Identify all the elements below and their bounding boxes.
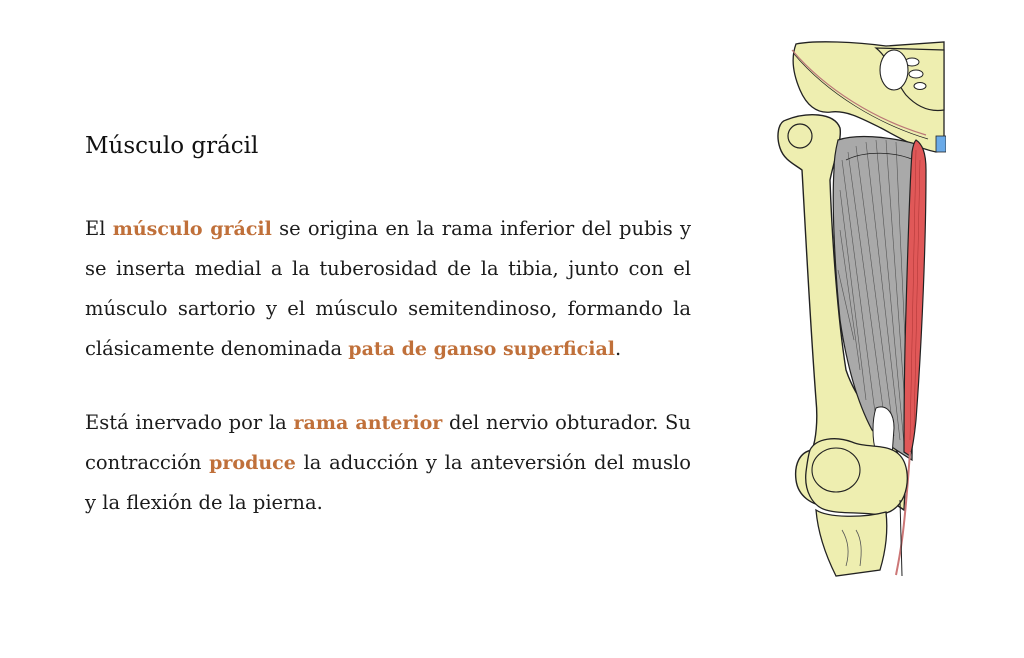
thigh-anatomy-illustration bbox=[776, 40, 946, 580]
paragraph-text: El bbox=[85, 217, 113, 240]
paragraph-origin bbox=[85, 209, 691, 369]
paragraph-innervation bbox=[85, 403, 691, 523]
paragraph-text: del nervio obturador. Su contracción bbox=[85, 411, 691, 474]
term-pata-de-ganso-link[interactable]: pata de ganso superficial bbox=[348, 338, 615, 360]
paragraph-text: . bbox=[615, 337, 622, 360]
paragraph-text: la aducción y la anteversión del muslo y la flexión de la pierna. bbox=[85, 451, 691, 514]
term-rama-anterior-link[interactable]: rama anterior bbox=[293, 412, 443, 434]
paragraph-text: Está inervado por la bbox=[85, 411, 294, 434]
anatomy-figure bbox=[776, 40, 946, 580]
term-musculo-gracil-link[interactable]: músculo grácil bbox=[112, 218, 272, 240]
page-title: Músculo grácil bbox=[85, 133, 259, 159]
text-column bbox=[85, 126, 691, 557]
paragraph-text: se origina en la rama inferior del pubis y se inserta medial a la tuberosidad de la tibia, junto con el músculo sartorio y el músculo semitendinoso, formando la clásicamente denominada bbox=[85, 217, 691, 360]
tibia-bone bbox=[816, 510, 887, 576]
term-produce-link[interactable]: produce bbox=[209, 452, 296, 474]
